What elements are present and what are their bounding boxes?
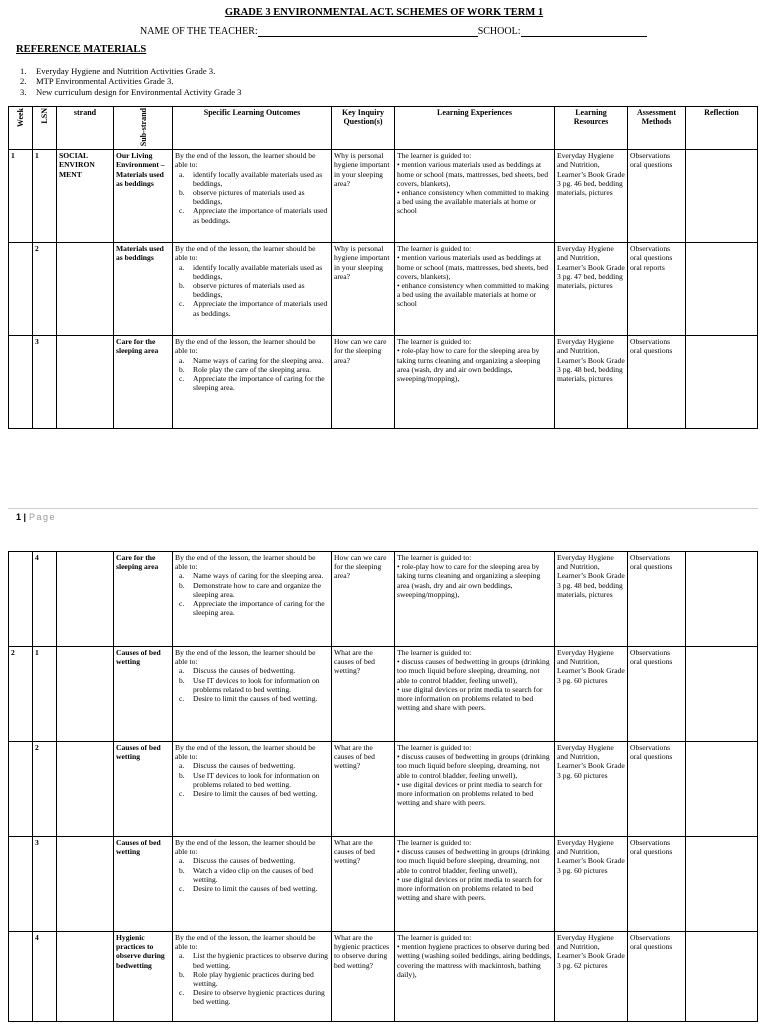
assessment-cell: Observations oral questions — [628, 742, 686, 837]
slo-text: Desire to limit the causes of bed wetting. — [193, 884, 318, 894]
slo-list — [175, 856, 329, 893]
experience-cell: The learner is guided to: • role-play how to care for the sleeping area by taking turns cleaning and organizing a sleeping area (wash, dry and air own beddings, sweeping/mopping), — [395, 336, 555, 429]
assessment-cell: Observations oral questions — [628, 336, 686, 429]
resources-cell: Everyday Hygiene and Nutrition, Learner’s Book Grade 3 pg. 60 pictures — [555, 837, 628, 932]
slo-intro: By the end of the lesson, the learner should be able to: — [175, 553, 316, 572]
slo-text: Discuss the causes of bedwetting. — [193, 666, 296, 676]
document-title: GRADE 3 ENVIRONMENTAL ACT. SCHEMES OF WORK TERM 1 — [224, 7, 544, 18]
kiq-cell: What are the causes of bed wetting? — [332, 647, 395, 742]
slo-text: Desire to limit the causes of bed wetting. — [193, 694, 318, 704]
slo-letter: a. — [179, 571, 185, 581]
slo-list — [175, 263, 329, 318]
slo-letter: b. — [179, 969, 185, 979]
page-divider — [8, 508, 758, 509]
slo-item — [175, 884, 329, 893]
col-week: Week — [9, 107, 33, 150]
slo-item — [175, 206, 329, 224]
substrand-cell: Materials used as beddings — [114, 243, 173, 336]
table-row — [9, 243, 758, 336]
slo-intro: By the end of the lesson, the learner should be able to: — [175, 838, 316, 857]
reference-list — [20, 66, 241, 97]
slo-list — [175, 571, 329, 617]
col-slo: Specific Learning Outcomes — [173, 107, 332, 150]
slo-letter: a. — [179, 856, 185, 866]
slo-intro: By the end of the lesson, the learner should be able to: — [175, 151, 316, 170]
col-kiq: Key Inquiry Question(s) — [332, 107, 395, 150]
assessment-cell: Observations oral questions — [628, 552, 686, 647]
slo-letter: a. — [179, 761, 185, 771]
reflection-cell — [686, 552, 758, 647]
week-cell — [9, 336, 33, 429]
slo-letter: c. — [179, 884, 185, 894]
substrand-cell: Care for the sleeping area — [114, 336, 173, 429]
slo-intro: By the end of the lesson, the learner should be able to: — [175, 743, 316, 762]
slo-cell — [173, 742, 332, 837]
assessment-cell: Observations oral questions — [628, 150, 686, 243]
table-row — [9, 647, 758, 742]
slo-list — [175, 761, 329, 798]
slo-intro: By the end of the lesson, the learner should be able to: — [175, 933, 316, 952]
table-row — [9, 742, 758, 837]
slo-item — [175, 951, 329, 969]
week-cell: 1 — [9, 150, 33, 243]
substrand-cell: Causes of bed wetting — [114, 647, 173, 742]
slo-text: Demonstrate how to care and organize the sleeping area. — [193, 580, 322, 599]
experience-cell: The learner is guided to: • mention hygiene practices to observe during bed wetting (washing soiled beddings, airing beddings, covering the mattress with mackintosh, bathing daily), — [395, 932, 555, 1022]
slo-text: identify locally available materials used as beddings, — [193, 169, 323, 188]
slo-item — [175, 761, 329, 770]
slo-cell — [173, 647, 332, 742]
slo-text: Appreciate the importance of caring for the sleeping area. — [193, 599, 325, 618]
slo-letter: b. — [179, 188, 185, 198]
slo-item — [175, 970, 329, 988]
slo-text: Appreciate the importance of caring for the sleeping area. — [193, 374, 325, 393]
substrand-cell: Care for the sleeping area — [114, 552, 173, 647]
scheme-table-page-2 — [8, 551, 758, 1022]
slo-text: identify locally available materials used as beddings, — [193, 262, 323, 281]
slo-letter: b. — [179, 865, 185, 875]
slo-cell — [173, 336, 332, 429]
teacher-name-blank — [258, 26, 478, 37]
col-experiences: Learning Experiences — [395, 107, 555, 150]
assessment-cell: Observations oral questions — [628, 837, 686, 932]
slo-letter: c. — [179, 206, 185, 216]
slo-letter: a. — [179, 666, 185, 676]
slo-item — [175, 694, 329, 703]
substrand-cell: Our Living Environment – Materials used as beddings — [114, 150, 173, 243]
slo-text: Discuss the causes of bedwetting. — [193, 856, 296, 866]
lsn-cell: 1 — [33, 647, 57, 742]
reflection-cell — [686, 647, 758, 742]
experience-cell: The learner is guided to: • discuss causes of bedwetting in groups (drinking too much liquid before sleeping, dreaming, not able to control bladder, feeling unwell), • use digital devices or print media to search for more information on problems related to bed wetting and share with peers. — [395, 742, 555, 837]
slo-item — [175, 188, 329, 206]
slo-list — [175, 170, 329, 225]
slo-text: Role play hygienic practices during bed wetting. — [193, 969, 314, 989]
substrand-cell: Hygienic practices to observe during bedwetting — [114, 932, 173, 1022]
lsn-cell: 4 — [33, 932, 57, 1022]
slo-letter: c. — [179, 694, 185, 704]
slo-item — [175, 571, 329, 580]
week-cell — [9, 243, 33, 336]
col-resources: Learning Resources — [555, 107, 628, 150]
slo-text: Use IT devices to look for information on problems related to bed wetting. — [193, 770, 320, 789]
experience-cell: The learner is guided to: • discuss causes of bedwetting in groups (drinking too much liquid before sleeping, dreaming, not able to control bladder, feeling unwell), • use digital devices or print media to search for more information on problems related to bed wetting and share with peers. — [395, 837, 555, 932]
kiq-cell: Why is personal hygiene important in your sleeping area? — [332, 243, 395, 336]
school-label: SCHOOL: — [477, 26, 521, 37]
slo-text: Name ways of caring for the sleeping area. — [193, 355, 324, 365]
reflection-cell — [686, 150, 758, 243]
resources-cell: Everyday Hygiene and Nutrition, Learner’s Book Grade 3 pg. 60 pictures — [555, 742, 628, 837]
slo-text: observe pictures of materials used as beddings, — [193, 188, 305, 207]
resources-cell: Everyday Hygiene and Nutrition, Learner’s Book Grade 3 pg. 48 bed, bedding materials, pictures — [555, 336, 628, 429]
reflection-cell — [686, 336, 758, 429]
strand-cell — [57, 932, 114, 1022]
slo-text: Discuss the causes of bedwetting. — [193, 761, 296, 771]
slo-letter: b. — [179, 675, 185, 685]
assessment-cell: Observations oral questions — [628, 932, 686, 1022]
strand-cell — [57, 243, 114, 336]
lsn-cell: 1 — [33, 150, 57, 243]
resources-cell: Everyday Hygiene and Nutrition, Learner’s Book Grade 3 pg. 60 pictures — [555, 647, 628, 742]
slo-text: observe pictures of materials used as beddings, — [193, 281, 305, 300]
teacher-label: NAME OF THE TEACHER: — [140, 26, 258, 37]
slo-text: Role play the care of the sleeping area. — [193, 364, 312, 374]
resources-cell: Everyday Hygiene and Nutrition, Learner’s Book Grade 3 pg. 62 pictures — [555, 932, 628, 1022]
kiq-cell: How can we care for the sleeping area? — [332, 336, 395, 429]
slo-intro: By the end of the lesson, the learner should be able to: — [175, 337, 316, 356]
page-footer — [16, 512, 56, 522]
lsn-cell: 2 — [33, 243, 57, 336]
teacher-school-line — [140, 26, 647, 37]
resources-cell: Everyday Hygiene and Nutrition, Learner’s Book Grade 3 pg. 46 bed, bedding materials, pictures — [555, 150, 628, 243]
slo-item — [175, 263, 329, 281]
slo-cell — [173, 150, 332, 243]
slo-letter: a. — [179, 169, 185, 179]
kiq-cell: Why is personal hygiene important in your sleeping area? — [332, 150, 395, 243]
slo-letter: a. — [179, 262, 185, 272]
reference-heading: REFERENCE MATERIALS — [16, 44, 147, 55]
strand-cell — [57, 552, 114, 647]
col-lsn: LSN — [33, 107, 57, 150]
experience-cell: The learner is guided to: • mention various materials used as beddings at home or school (mats, mattresses, bed sheets, bed covers, blankets), • enhance consistency when committed to making a bed using the available materials at home or school — [395, 150, 555, 243]
resources-cell: Everyday Hygiene and Nutrition, Learner’s Book Grade 3 pg. 48 bed, bedding materials, pictures — [555, 552, 628, 647]
week-cell — [9, 742, 33, 837]
table-row — [9, 336, 758, 429]
slo-list — [175, 666, 329, 703]
col-reflection: Reflection — [686, 107, 758, 150]
slo-item — [175, 374, 329, 392]
week-cell — [9, 932, 33, 1022]
slo-item — [175, 988, 329, 1006]
strand-cell — [57, 742, 114, 837]
slo-intro: By the end of the lesson, the learner should be able to: — [175, 244, 316, 263]
lsn-cell: 3 — [33, 336, 57, 429]
reflection-cell — [686, 932, 758, 1022]
col-strand: strand — [57, 107, 114, 150]
slo-list — [175, 951, 329, 1006]
slo-text: Name ways of caring for the sleeping area. — [193, 571, 324, 581]
slo-letter: b. — [179, 281, 185, 291]
slo-cell — [173, 552, 332, 647]
slo-item — [175, 789, 329, 798]
kiq-cell: What are the hygienic practices to observe during bed wetting? — [332, 932, 395, 1022]
slo-intro: By the end of the lesson, the learner should be able to: — [175, 648, 316, 667]
table-row — [9, 150, 758, 243]
page-word: Page — [29, 512, 57, 522]
reflection-cell — [686, 742, 758, 837]
strand-cell — [57, 336, 114, 429]
page-number: 1 | — [16, 512, 27, 522]
slo-cell — [173, 243, 332, 336]
slo-item — [175, 866, 329, 884]
slo-letter: b. — [179, 770, 185, 780]
col-assessment: Assessment Methods — [628, 107, 686, 150]
col-substrand: Sub-strand — [114, 107, 173, 150]
slo-item — [175, 365, 329, 374]
slo-list — [175, 356, 329, 393]
lsn-cell: 3 — [33, 837, 57, 932]
slo-letter: a. — [179, 355, 185, 365]
substrand-cell: Causes of bed wetting — [114, 837, 173, 932]
kiq-cell: What are the causes of bed wetting? — [332, 837, 395, 932]
lsn-cell: 4 — [33, 552, 57, 647]
slo-item — [175, 281, 329, 299]
kiq-cell: What are the causes of bed wetting? — [332, 742, 395, 837]
scheme-table-page-1 — [8, 106, 758, 429]
slo-text: Use IT devices to look for information on problems related to bed wetting. — [193, 675, 320, 694]
slo-item — [175, 856, 329, 865]
experience-cell: The learner is guided to: • role-play how to care for the sleeping area by taking turns cleaning and organizing a sleeping area (wash, dry and air own beddings, sweeping/mopping), — [395, 552, 555, 647]
slo-text: Watch a video clip on the causes of bed wetting. — [193, 865, 314, 884]
kiq-cell: How can we care for the sleeping area? — [332, 552, 395, 647]
experience-cell: The learner is guided to: • discuss causes of bedwetting in groups (drinking too much liquid before sleeping, dreaming, not able to control bladder, feeling unwell), • use digital devices or print media to search for more information on problems related to bed wetting and share with peers. — [395, 647, 555, 742]
slo-text: List the hygienic practices to observe during bed wetting. — [193, 951, 328, 970]
resources-cell: Everyday Hygiene and Nutrition, Learner’s Book Grade 3 pg. 47 bed, bedding materials, pictures — [555, 243, 628, 336]
slo-cell — [173, 837, 332, 932]
slo-item — [175, 170, 329, 188]
slo-text: Desire to observe hygienic practices during bed wetting. — [193, 988, 325, 1007]
substrand-cell: Causes of bed wetting — [114, 742, 173, 837]
slo-text: Appreciate the importance of materials used as beddings. — [193, 299, 328, 318]
slo-letter: a. — [179, 951, 185, 961]
slo-item — [175, 676, 329, 694]
week-cell — [9, 837, 33, 932]
slo-letter: c. — [179, 789, 185, 799]
reflection-cell — [686, 837, 758, 932]
slo-text: Appreciate the importance of materials used as beddings. — [193, 206, 328, 225]
slo-item — [175, 581, 329, 599]
table-row — [9, 932, 758, 1022]
page-one — [0, 0, 768, 505]
slo-text: Desire to limit the causes of bed wetting. — [193, 789, 318, 799]
week-cell — [9, 552, 33, 647]
strand-cell: SOCIAL ENVIRON MENT — [57, 150, 114, 243]
table-row — [9, 552, 758, 647]
slo-item — [175, 771, 329, 789]
slo-item — [175, 356, 329, 365]
assessment-cell: Observations oral questions — [628, 647, 686, 742]
strand-cell — [57, 647, 114, 742]
lsn-cell: 2 — [33, 742, 57, 837]
slo-letter: c. — [179, 988, 185, 998]
reference-item: 1. Everyday Hygiene and Nutrition Activities Grade 3. — [20, 66, 216, 76]
reference-item: 2. MTP Environmental Activities Grade 3. — [20, 76, 174, 87]
slo-cell — [173, 932, 332, 1022]
slo-letter: c. — [179, 374, 185, 384]
table-row — [9, 837, 758, 932]
reflection-cell — [686, 243, 758, 336]
slo-letter: c. — [179, 599, 185, 609]
slo-item — [175, 599, 329, 617]
assessment-cell: Observations oral questions oral reports — [628, 243, 686, 336]
strand-cell — [57, 837, 114, 932]
slo-item — [175, 299, 329, 317]
slo-letter: c. — [179, 299, 185, 309]
school-name-blank — [521, 26, 647, 37]
experience-cell: The learner is guided to: • mention various materials used as beddings at home or school (mats, mattresses, bed sheets, bed covers, blankets), • enhance consistency when committed to making a bed using the available materials at home or school — [395, 243, 555, 336]
reference-item: 3. New curriculum design for Environmental Activity Grade 3 — [20, 86, 242, 97]
slo-letter: b. — [179, 364, 185, 374]
slo-item — [175, 666, 329, 675]
slo-letter: b. — [179, 580, 185, 590]
week-cell: 2 — [9, 647, 33, 742]
